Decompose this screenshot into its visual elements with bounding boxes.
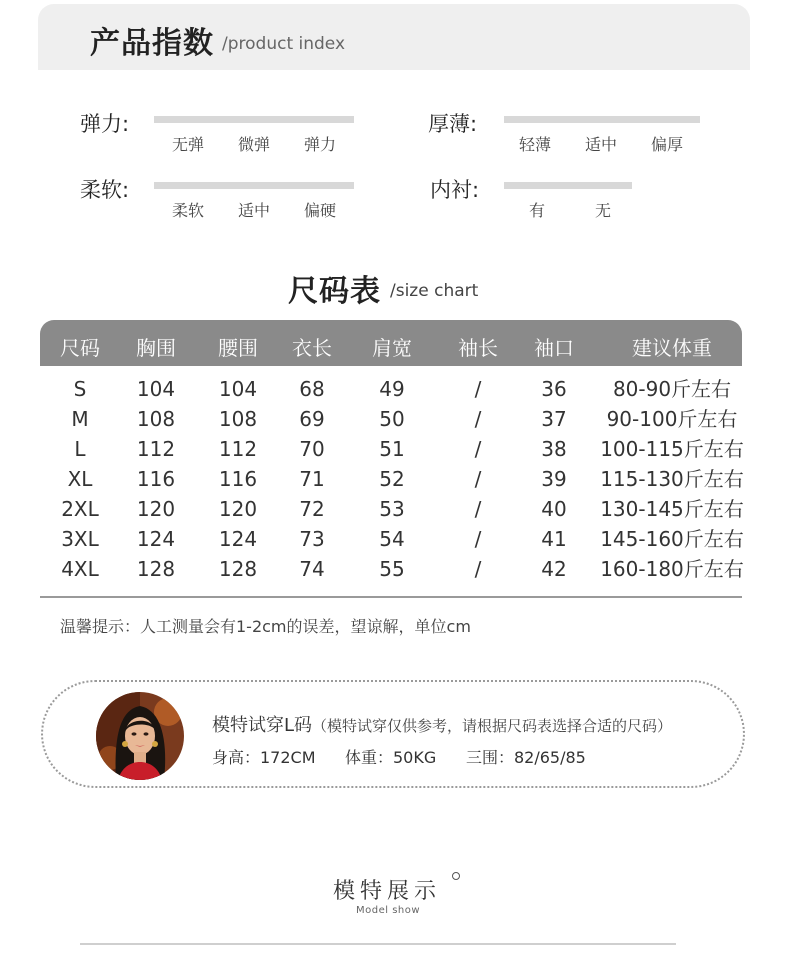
cell-waist: 116 xyxy=(218,467,258,491)
column-header-shoulder: 肩宽 xyxy=(372,336,412,360)
column-header-cuff: 袖口 xyxy=(534,336,574,360)
model-measurements: 三围：82/65/85 xyxy=(466,748,586,767)
section-divider xyxy=(80,943,676,945)
cell-length: 71 xyxy=(299,467,325,491)
cell-length: 72 xyxy=(299,497,325,521)
cell-shoulder: 53 xyxy=(379,497,405,521)
cell-cuff: 42 xyxy=(541,557,567,581)
cell-cuff: 39 xyxy=(541,467,567,491)
cell-size: M xyxy=(71,407,89,431)
cell-weight: 145-160斤左右 xyxy=(600,527,744,551)
lining-option: 无 xyxy=(594,201,611,220)
cell-size: 3XL xyxy=(61,527,99,551)
model-show-title: 模特展示 xyxy=(333,879,442,904)
cell-weight: 115-130斤左右 xyxy=(600,467,744,491)
elasticity-option: 无弹 xyxy=(171,135,204,154)
cell-shoulder: 51 xyxy=(379,437,405,461)
column-header-waist: 腰围 xyxy=(218,336,258,360)
cell-shoulder: 55 xyxy=(379,557,405,581)
model-trial-size: 模特试穿L码 xyxy=(212,715,313,736)
cell-chest: 108 xyxy=(136,407,176,431)
thickness-label: 厚薄: xyxy=(428,112,478,136)
measurement-note: 温馨提示：人工测量会有1-2cm的误差，望谅解，单位cm xyxy=(60,617,471,636)
product-index-subtitle: /product index xyxy=(222,34,346,54)
cell-sleeve-length: / xyxy=(474,437,482,461)
column-header-sleeve-length: 袖长 xyxy=(458,336,498,360)
softness-label: 柔软: xyxy=(80,178,130,202)
cell-weight: 160-180斤左右 xyxy=(600,557,744,581)
cell-cuff: 36 xyxy=(541,377,567,401)
cell-length: 70 xyxy=(299,437,325,461)
cell-weight: 100-115斤左右 xyxy=(600,437,744,461)
cell-waist: 124 xyxy=(218,527,258,551)
cell-waist: 112 xyxy=(218,437,258,461)
table-bottom-rule xyxy=(40,596,742,598)
softness-option: 偏硬 xyxy=(303,201,336,220)
size-chart-title: 尺码表 xyxy=(288,274,381,309)
cell-size: L xyxy=(74,437,86,461)
size-chart-subtitle: /size chart xyxy=(390,281,479,301)
lining-option: 有 xyxy=(528,201,545,220)
lining-scale-bar xyxy=(504,182,632,189)
cell-sleeve-length: / xyxy=(474,467,482,491)
cell-sleeve-length: / xyxy=(474,527,482,551)
lining-label: 内衬: xyxy=(430,178,480,202)
cell-sleeve-length: / xyxy=(474,557,482,581)
cell-weight: 80-90斤左右 xyxy=(612,377,732,401)
column-header-weight: 建议体重 xyxy=(632,336,712,360)
model-weight: 体重：50KG xyxy=(345,748,437,767)
cell-size: S xyxy=(73,377,87,401)
cell-size: 2XL xyxy=(61,497,99,521)
model-show-subtitle: Model show xyxy=(356,905,421,916)
cell-weight: 90-100斤左右 xyxy=(606,407,738,431)
cell-chest: 116 xyxy=(136,467,176,491)
cell-waist: 128 xyxy=(218,557,258,581)
cell-length: 69 xyxy=(299,407,325,431)
cell-weight: 130-145斤左右 xyxy=(600,497,744,521)
cell-chest: 112 xyxy=(136,437,176,461)
model-avatar xyxy=(96,692,184,780)
cell-length: 73 xyxy=(299,527,325,551)
softness-option: 柔软 xyxy=(171,201,204,220)
product-index-title: 产品指数 xyxy=(90,26,214,61)
cell-shoulder: 54 xyxy=(379,527,405,551)
cell-shoulder: 50 xyxy=(379,407,405,431)
cell-sleeve-length: / xyxy=(474,407,482,431)
cell-length: 68 xyxy=(299,377,325,401)
cell-sleeve-length: / xyxy=(474,377,482,401)
cell-waist: 120 xyxy=(218,497,258,521)
thickness-option: 轻薄 xyxy=(518,135,551,154)
cell-shoulder: 49 xyxy=(379,377,405,401)
circle-icon xyxy=(452,872,460,880)
model-trial-line xyxy=(212,711,672,737)
column-header-length: 衣长 xyxy=(292,336,332,360)
cell-waist: 108 xyxy=(218,407,258,431)
cell-chest: 124 xyxy=(136,527,176,551)
cell-chest: 104 xyxy=(136,377,176,401)
cell-waist: 104 xyxy=(218,377,258,401)
thickness-scale-bar xyxy=(504,116,700,123)
softness-scale-bar xyxy=(154,182,354,189)
column-header-chest: 胸围 xyxy=(136,336,176,360)
cell-chest: 128 xyxy=(136,557,176,581)
thickness-option: 偏厚 xyxy=(650,135,683,154)
cell-chest: 120 xyxy=(136,497,176,521)
cell-shoulder: 52 xyxy=(379,467,405,491)
cell-cuff: 37 xyxy=(541,407,567,431)
elasticity-scale-bar xyxy=(154,116,354,123)
cell-size: 4XL xyxy=(61,557,99,581)
elasticity-option: 微弹 xyxy=(237,135,270,154)
elasticity-label: 弹力: xyxy=(80,112,130,136)
softness-option: 适中 xyxy=(237,201,270,220)
elasticity-option: 弹力 xyxy=(303,135,336,154)
cell-cuff: 40 xyxy=(541,497,567,521)
cell-size: XL xyxy=(67,467,93,491)
cell-cuff: 41 xyxy=(541,527,567,551)
model-trial-disclaimer: （模特试穿仅供参考，请根据尺码表选择合适的尺码） xyxy=(312,717,673,735)
cell-cuff: 38 xyxy=(541,437,567,461)
column-header-size: 尺码 xyxy=(60,336,100,360)
cell-length: 74 xyxy=(299,557,325,581)
cell-sleeve-length: / xyxy=(474,497,482,521)
thickness-option: 适中 xyxy=(584,135,617,154)
model-height: 身高：172CM xyxy=(212,748,316,767)
